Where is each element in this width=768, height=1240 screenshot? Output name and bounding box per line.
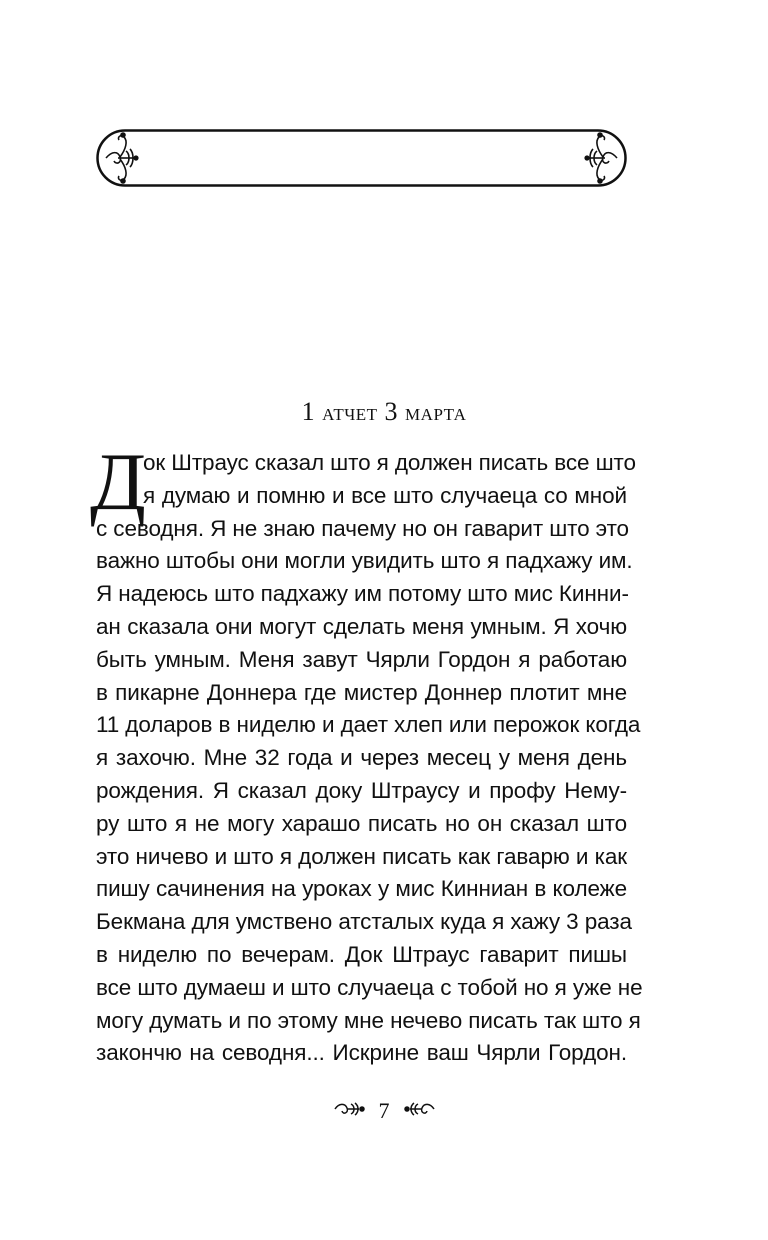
body-line: ан сказала они могут сделать меня умным. Я хочю (96, 613, 627, 639)
body-text (90, 436, 643, 1070)
body-line: быть умным. Меня завут Чярли Гордон я работаю (96, 646, 627, 672)
body-line: пишу сачинения на уроках у мис Кинниан в колеже (96, 876, 627, 902)
body-line: это ничево и што я должен писать как гаварю и как (96, 843, 627, 869)
ornament-header-frame (96, 129, 627, 187)
body-line: в ниделю по вечерам. Док Штраус гаварит пишы (96, 941, 627, 967)
body-line: в пикарне Доннера где мистер Доннер плотит мне (96, 679, 627, 705)
drop-cap: Д (90, 436, 146, 527)
right-fleuron-icon (585, 133, 617, 183)
page-footer (0, 1096, 768, 1126)
body-line: я захочю. Мне 32 года и через месец у меня день (96, 745, 627, 771)
body-line: ок Штраус сказал што я должен писать все што (143, 450, 636, 475)
body-line: закончю на севодня... Искрине ваш Чярли Гордон. (96, 1040, 627, 1066)
body-line: 11 доларов в ниделю и дает хлеп или перожок когда (96, 712, 641, 738)
left-fleuron-icon (106, 133, 138, 183)
fleuron-right-icon (402, 1099, 436, 1124)
body-line: я думаю и помню и все што случаеца со мной (143, 482, 627, 508)
body-line: Бекмана для умствено атсталых куда я хажу 3 раза (96, 909, 632, 935)
chapter-title-word1: атчет (322, 400, 378, 426)
body-line: важно штобы они могли увидить што я падхажу им. (96, 548, 633, 574)
body-line: ру што я не могу харашо писать но он сказал што (96, 810, 627, 836)
body-line: могу думать и по этому мне нечево писать так што я (96, 1007, 641, 1033)
chapter-title-word2: марта (405, 400, 467, 426)
page-number: 7 (378, 1098, 390, 1123)
body-line: Я надеюсь што падхажу им потому што мис Кинни- (96, 581, 629, 607)
body-line: с севодня. Я не знаю пачему но он гаварит што это (96, 515, 629, 541)
body-line: все што думаеш и што случаеца с тобой но я уже не (96, 974, 643, 1000)
chapter-title (0, 396, 768, 429)
chapter-title-num2: 3 (384, 397, 399, 426)
body-line: рождения. Я сказал доку Штраусу и профу Нему- (96, 777, 627, 803)
chapter-title-num1: 1 (301, 397, 316, 426)
fleuron-left-icon (333, 1099, 367, 1124)
